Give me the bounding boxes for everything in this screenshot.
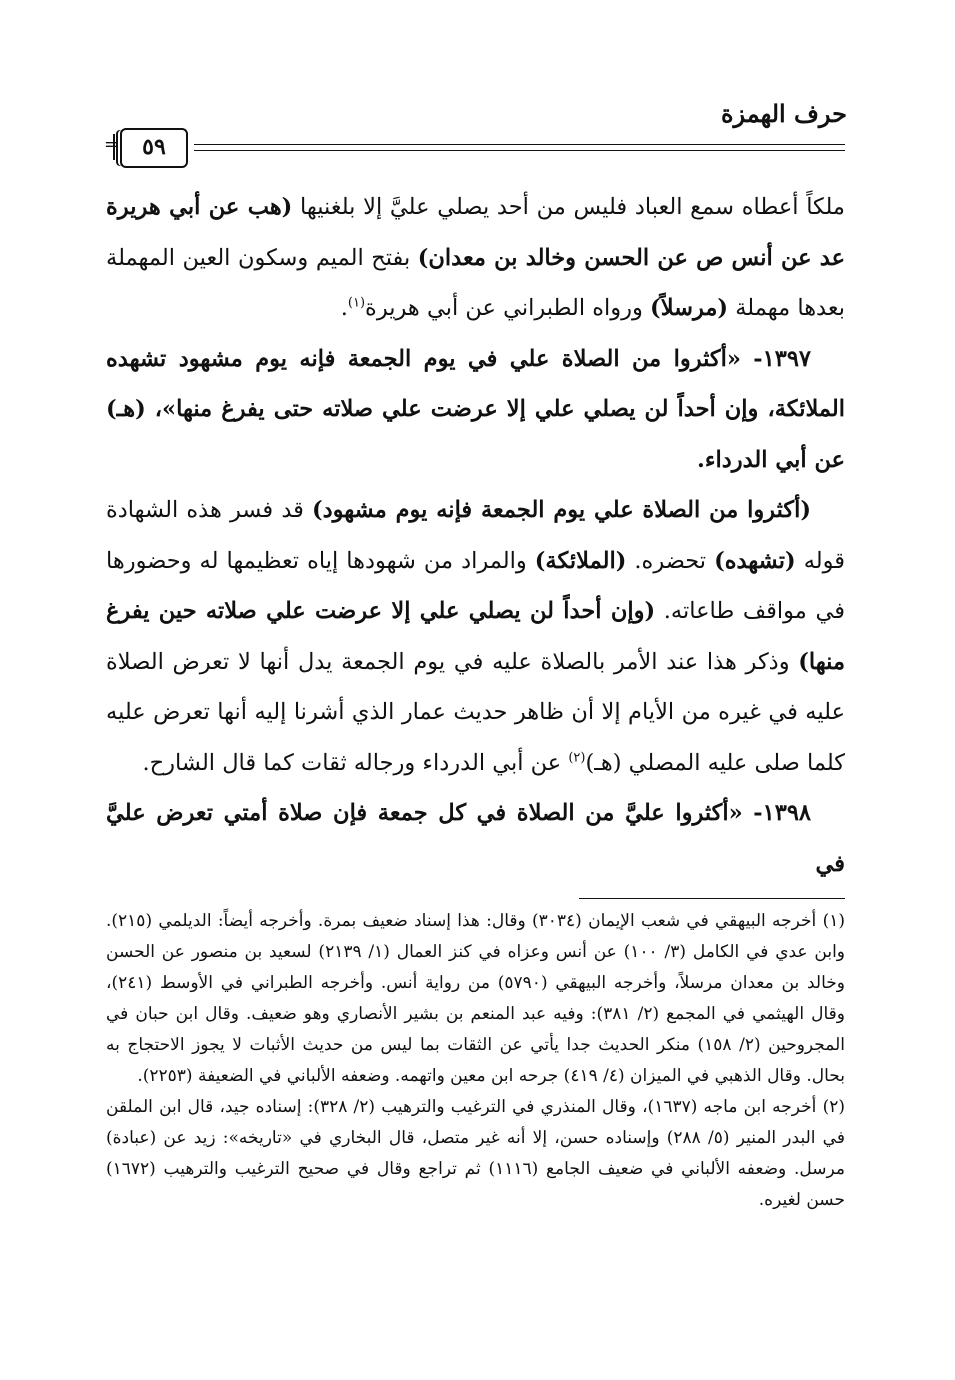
- text-run: قد فسر هذه الشهادة قوله: [106, 497, 845, 574]
- footnote-separator: [579, 898, 845, 899]
- rule-line-top: [194, 144, 845, 145]
- text-run: عن أبي الدرداء ورجاله ثقات كما قال الشارح.: [142, 749, 569, 776]
- footnote-1: [106, 906, 845, 1092]
- text-run: ورواه الطبراني عن أبي هريرة: [365, 295, 651, 321]
- text-run: والمراد من شهودها إياه تعظيمها له وحضورها في مواقف طاعاته.: [106, 547, 845, 624]
- quoted-phrase: (تشهده): [714, 547, 796, 574]
- footnote-ref-2[interactable]: (٢): [568, 750, 586, 765]
- quoted-phrase: (أكثروا من الصلاة علي يوم الجمعة فإنه يوم مشهود): [312, 497, 811, 523]
- text-run: .: [340, 295, 348, 321]
- main-text: [106, 182, 845, 889]
- footnote-marker: (٢): [822, 1097, 845, 1117]
- text-run-bold: (مرسلاً): [650, 295, 729, 321]
- hadith-text: ١٣٩٧- «أكثروا من الصلاة علي في يوم الجمعة فإنه يوم مشهود تشهده الملائكة، وإن أحداً لن يصلي علي إلا عرضت علي صلاته حتى يفرغ منها»، (هـ) عن أبي الدرداء.: [106, 345, 845, 473]
- footnote-ref-1[interactable]: (١): [347, 295, 366, 311]
- header-dash: =: [104, 134, 120, 155]
- hadith-1398: [106, 788, 845, 889]
- quoted-phrase: (وإن أحداً لن يصلي علي إلا عرضت علي صلاته حين يفرغ منها): [106, 598, 845, 675]
- commentary-paragraph: [106, 485, 845, 788]
- header-rule: [104, 128, 845, 168]
- rule-line-bottom: [194, 150, 845, 151]
- text-run: تحضره.: [626, 547, 715, 574]
- text-run: بفتح الميم وسكون العين المهملة بعدها مهملة: [106, 244, 845, 321]
- text-run: ملكاً أعطاه سمع العباد فليس من أحد يصلي عليَّ إلا بلغنيها: [292, 194, 845, 220]
- footnote-text: أخرجه ابن ماجه (١٦٣٧)، وقال المنذري في الترغيب والترهيب (٢/ ٣٢٨): إسناده جيد، قال ابن الملقن في البدر المنير (٥/ ٢٨٨) وإسناده حسن، إلا أنه غير متصل، قال البخاري في «تاريخه»: زيد عن (عبادة) مرسل. وضعفه الألباني في ضعيف الجامع (١١١٦) ثم تراجع وقال في صحيح الترغيب والترهيب (١٦٧٢) حسن لغيره.: [106, 1097, 845, 1210]
- footnotes: [106, 906, 845, 1216]
- text-run: وذكر هذا عند الأمر بالصلاة عليه في يوم الجمعة يدل أنها لا تعرض الصلاة عليه في غيره من الأيام إلا أن ظاهر حديث عمار الذي أشرنا إليه أنها تعرض عليه كلما صلى عليه المصلي (هـ): [106, 648, 845, 776]
- page-number: ٥٩: [120, 128, 188, 168]
- source-citation: (هب عن أبي هريرة عد عن أنس ص عن الحسن وخالد بن معدان): [106, 194, 845, 271]
- paragraph-continuation: [106, 182, 845, 334]
- quoted-phrase: (الملائكة): [534, 547, 627, 574]
- footnote-text: أخرجه البيهقي في شعب الإيمان (٣٠٣٤) وقال: هذا إسناد ضعيف بمرة. وأخرجه أيضاً: الديلمي (٢١٥). وابن عدي في الكامل (٣/ ١٠٠) عن أنس وعزاه في كنز العمال (١/ ٢١٣٩) لسعيد بن منصور عن الحسن وخالد بن معدان مرسلاً، وأخرجه البيهقي (٥٧٩٠) من رواية أنس. وأخرجه الطبراني في الأوسط (٢٤١)، وقال الهيثمي في المجمع (٢/ ٣٨١): وفيه عبد المنعم بن بشير الأنصاري وهو ضعيف. وقال ابن حبان في المجروحين (٢/ ١٥٨) منكر الحديث جدا يأتي عن الثقات بما ليس من حديث الأثبات لا يجوز الاحتجاج به بحال. وقال الذهبي في الميزان (٤/ ٤١٩) جرحه ابن معين واتهمه. وضعفه الألباني في الضعيفة (٢٢٥٣).: [106, 911, 846, 1086]
- running-title: حرف الهمزة: [720, 99, 847, 128]
- hadith-1397: [106, 334, 845, 486]
- hadith-text: ١٣٩٨- «أكثروا عليَّ من الصلاة في كل جمعة فإن صلاة أمتي تعرض عليَّ في: [106, 800, 845, 877]
- footnote-marker: (١): [822, 911, 845, 931]
- footnote-2: [106, 1092, 845, 1216]
